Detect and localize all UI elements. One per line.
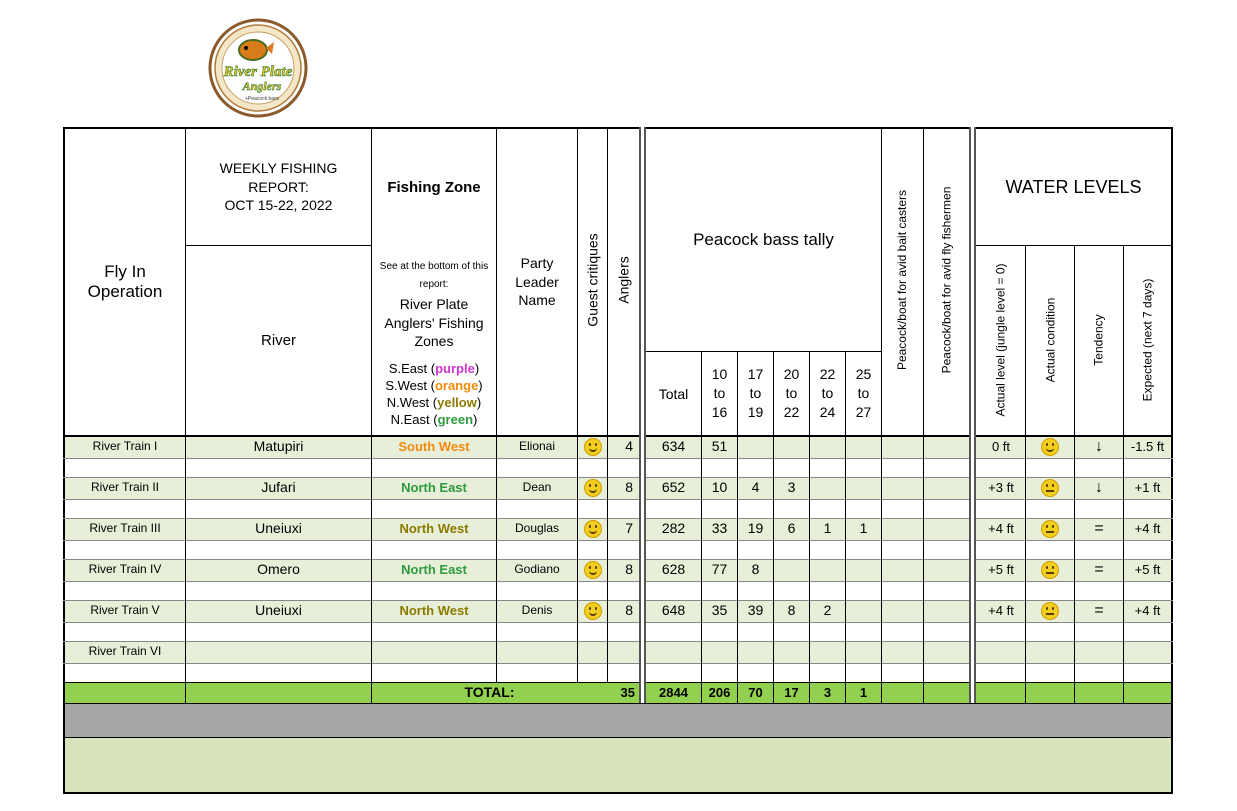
row-leader bbox=[497, 641, 577, 663]
row-r1: 33 bbox=[711, 520, 728, 537]
row-smile bbox=[578, 518, 607, 540]
range-10-16-header: 10 to 16 bbox=[711, 366, 728, 420]
row-level: +3 ft bbox=[988, 479, 1014, 495]
smiley-face-icon bbox=[584, 520, 602, 538]
row-r1 bbox=[702, 641, 737, 663]
row-total: 628 bbox=[661, 561, 686, 578]
fishing-zone-header: Fishing Zone bbox=[387, 178, 481, 196]
row-op: River Train III bbox=[89, 521, 161, 536]
row-cond bbox=[1026, 436, 1074, 458]
row-cond bbox=[1026, 518, 1074, 540]
row-cond bbox=[1026, 559, 1074, 581]
range-20-22-header: 20 to 22 bbox=[783, 366, 800, 420]
row-r2: 8 bbox=[751, 561, 760, 578]
row-r1: 77 bbox=[711, 561, 728, 578]
row-anglers: 8 bbox=[625, 479, 633, 496]
row-river: Matupiri bbox=[253, 438, 304, 455]
per-boat-fly-header: Peacock/boat for avid fly fishermen bbox=[939, 186, 954, 374]
row-cond bbox=[1026, 641, 1074, 663]
row-river: Uneiuxi bbox=[255, 520, 302, 537]
row-tendency bbox=[1075, 641, 1123, 663]
row-r5: 1 bbox=[859, 520, 868, 537]
row-r4 bbox=[810, 559, 845, 581]
per-boat-bait-header: Peacock/boat for avid bait casters bbox=[895, 189, 910, 371]
weekly-report-title: WEEKLY FISHING REPORT: OCT 15-22, 2022 bbox=[219, 159, 338, 214]
water-levels-header: WATER LEVELS bbox=[1005, 176, 1142, 197]
row-total: 652 bbox=[661, 479, 686, 496]
row-r3: 8 bbox=[787, 602, 796, 619]
svg-text:Anglers: Anglers bbox=[242, 79, 282, 93]
row-cond bbox=[1026, 600, 1074, 622]
range-17-19-header: 17 to 19 bbox=[747, 366, 764, 420]
row-river: Omero bbox=[257, 561, 300, 578]
neutral-face-icon bbox=[1041, 561, 1059, 579]
row-r4 bbox=[810, 477, 845, 499]
row-r3: 3 bbox=[787, 479, 796, 496]
row-leader: Denis bbox=[521, 603, 553, 618]
total-label: TOTAL: bbox=[464, 684, 515, 701]
river-header: River bbox=[260, 332, 296, 349]
row-tendency: = bbox=[1094, 602, 1104, 620]
smiley-face-icon bbox=[584, 561, 602, 579]
row-r3 bbox=[774, 436, 809, 458]
row-r1: 10 bbox=[711, 479, 728, 496]
row-leader: Dean bbox=[522, 480, 552, 495]
row-expected bbox=[1124, 641, 1171, 663]
row-leader: Elionai bbox=[518, 439, 556, 454]
row-river bbox=[186, 641, 371, 663]
smiley-face-icon bbox=[584, 438, 602, 456]
row-r4 bbox=[810, 436, 845, 458]
row-tendency: ↓ bbox=[1095, 479, 1103, 497]
row-op: River Train V bbox=[90, 603, 160, 618]
row-zone: South West bbox=[398, 438, 470, 454]
row-r2 bbox=[738, 436, 773, 458]
row-r2: 39 bbox=[747, 602, 764, 619]
row-r5 bbox=[846, 477, 881, 499]
actual-condition-header: Actual condition bbox=[1043, 297, 1058, 383]
row-r3: 6 bbox=[787, 520, 796, 537]
row-op: River Train II bbox=[90, 480, 159, 495]
row-smile bbox=[578, 436, 607, 458]
row-r1: 51 bbox=[711, 438, 728, 455]
total-anglers: 35 bbox=[620, 684, 635, 700]
row-zone: North West bbox=[399, 602, 469, 618]
row-tendency: ↓ bbox=[1095, 438, 1103, 456]
row-anglers: 4 bbox=[625, 438, 633, 455]
row-r4: 1 bbox=[823, 520, 832, 537]
total-range-22-24: 3 bbox=[823, 684, 832, 700]
total-fish: 2844 bbox=[659, 684, 688, 700]
row-smile bbox=[578, 600, 607, 622]
row-r5 bbox=[846, 436, 881, 458]
row-expected: +5 ft bbox=[1134, 561, 1161, 577]
row-total bbox=[646, 641, 701, 663]
expected-header: Expected (next 7 days) bbox=[1140, 278, 1155, 402]
actual-level-header: Actual level (jungle level = 0) bbox=[994, 263, 1008, 417]
row-r4: 2 bbox=[823, 602, 832, 619]
svg-text:+Peacock bass: +Peacock bass bbox=[244, 96, 280, 102]
total-range-10-16: 206 bbox=[708, 684, 731, 700]
neutral-face-icon bbox=[1041, 520, 1059, 538]
row-anglers: 8 bbox=[625, 561, 633, 578]
row-smile bbox=[578, 641, 607, 663]
svg-text:River Plate: River Plate bbox=[223, 64, 293, 80]
row-op: River Train I bbox=[92, 439, 158, 454]
tally-total-header: Total bbox=[658, 385, 689, 402]
guest-critiques-header: Guest critiques bbox=[584, 233, 601, 327]
row-r2: 19 bbox=[747, 520, 764, 537]
row-smile bbox=[578, 559, 607, 581]
row-total: 634 bbox=[661, 438, 686, 455]
fishing-zone-note: See at the bottom of this report: bbox=[379, 261, 489, 290]
notes-band bbox=[65, 738, 1171, 792]
row-cond bbox=[1026, 477, 1074, 499]
row-expected: +1 ft bbox=[1134, 479, 1161, 495]
zone-legend-item: S.West (orange) bbox=[385, 378, 483, 393]
row-level: +4 ft bbox=[988, 602, 1014, 618]
row-r5 bbox=[846, 559, 881, 581]
row-expected: -1.5 ft bbox=[1130, 438, 1165, 454]
row-anglers: 7 bbox=[625, 520, 633, 537]
tendency-header: Tendency bbox=[1092, 314, 1106, 366]
row-level: +4 ft bbox=[988, 520, 1014, 536]
anglers-header: Anglers bbox=[615, 256, 632, 304]
row-level bbox=[977, 641, 1025, 663]
range-22-24-header: 22 to 24 bbox=[819, 366, 836, 420]
row-river: Uneiuxi bbox=[255, 602, 302, 619]
smiley-face-icon bbox=[584, 602, 602, 620]
row-leader: Godiano bbox=[514, 562, 560, 577]
river-plate-anglers-logo bbox=[208, 18, 308, 118]
row-r3 bbox=[774, 641, 809, 663]
neutral-face-icon bbox=[1041, 602, 1059, 620]
zone-legend-item: S.East (purple) bbox=[388, 361, 480, 376]
row-anglers bbox=[608, 641, 639, 663]
neutral-face-icon bbox=[1041, 479, 1059, 497]
row-op: River Train IV bbox=[88, 562, 162, 577]
row-level: +5 ft bbox=[988, 561, 1014, 577]
row-zone bbox=[372, 641, 496, 663]
row-r4 bbox=[810, 641, 845, 663]
row-river: Jufari bbox=[261, 479, 296, 496]
smiley-face-icon bbox=[1041, 438, 1059, 456]
row-tendency: = bbox=[1094, 520, 1104, 538]
zone-legend-item: N.West (yellow) bbox=[386, 395, 482, 410]
row-zone: North West bbox=[399, 520, 469, 536]
row-r2: 4 bbox=[751, 479, 760, 496]
row-expected: +4 ft bbox=[1134, 520, 1161, 536]
row-op: River Train VI bbox=[88, 644, 162, 659]
total-range-17-19: 70 bbox=[748, 684, 763, 700]
row-tendency: = bbox=[1094, 561, 1104, 579]
row-r2 bbox=[738, 641, 773, 663]
range-25-27-header: 25 to 27 bbox=[855, 366, 872, 420]
total-range-25-27: 1 bbox=[859, 684, 868, 700]
row-r5 bbox=[846, 641, 881, 663]
row-r3 bbox=[774, 559, 809, 581]
fly-in-operation-header: Fly In Operation bbox=[87, 262, 163, 301]
smiley-face-icon bbox=[584, 479, 602, 497]
row-level: 0 ft bbox=[991, 438, 1011, 454]
zone-legend bbox=[372, 360, 496, 428]
row-zone: North East bbox=[401, 561, 467, 577]
row-smile bbox=[578, 477, 607, 499]
separator-band bbox=[65, 704, 1171, 737]
row-r1: 35 bbox=[711, 602, 728, 619]
peacock-tally-header: Peacock bass tally bbox=[693, 230, 834, 249]
row-leader: Douglas bbox=[514, 521, 560, 536]
fishing-zone-name: River Plate Anglers' Fishing Zones bbox=[384, 295, 484, 350]
total-range-20-22: 17 bbox=[784, 684, 799, 700]
zone-legend-item: N.East (green) bbox=[390, 412, 478, 427]
row-total: 282 bbox=[661, 520, 686, 537]
row-expected: +4 ft bbox=[1134, 602, 1161, 618]
row-r5 bbox=[846, 600, 881, 622]
row-anglers: 8 bbox=[625, 602, 633, 619]
party-leader-header: Party Leader Name bbox=[515, 254, 559, 309]
row-zone: North East bbox=[401, 479, 467, 495]
row-total: 648 bbox=[661, 602, 686, 619]
